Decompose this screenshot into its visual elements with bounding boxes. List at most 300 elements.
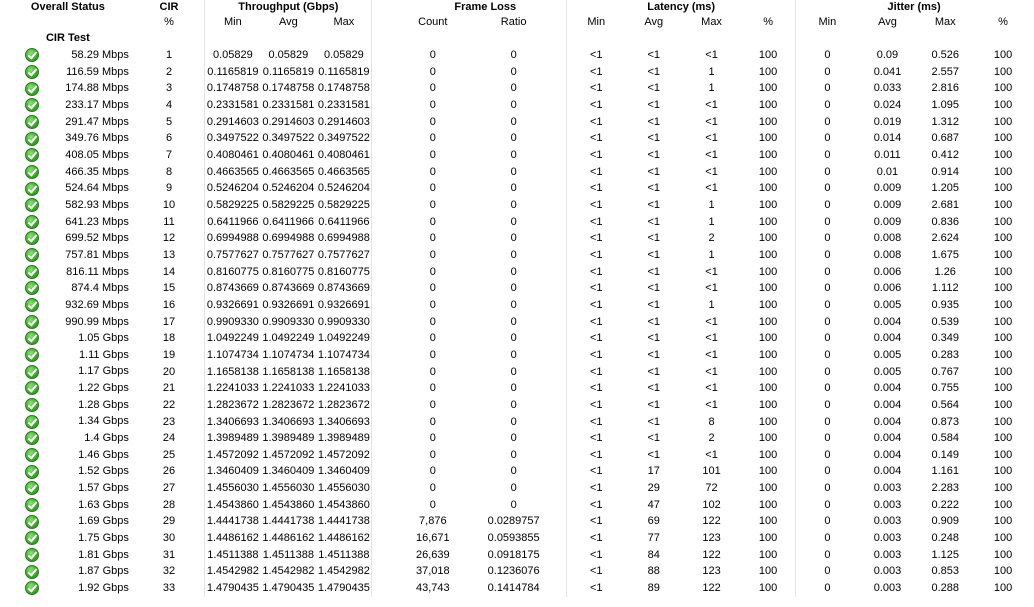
jitter-min-cell: 0 [796, 97, 859, 114]
latency-min-cell: <1 [567, 214, 626, 231]
latency-min-cell: <1 [567, 147, 626, 164]
spacer-cell [372, 497, 404, 514]
throughput-max-cell: 1.3406693 [317, 415, 370, 428]
cir-rate-label: 990.99 Mbps [65, 315, 129, 328]
frame-loss-ratio-cell: 0 [510, 265, 517, 278]
table-row [2, 347, 1032, 364]
status-cell [2, 580, 134, 597]
spacer-cell [372, 363, 404, 380]
latency-max-cell: 1 [708, 82, 715, 95]
latency-avg-cell: <1 [647, 382, 661, 395]
throughput-min-cell: 0.6994988 [205, 230, 261, 247]
jitter-pct-cell: 100 [993, 482, 1013, 495]
jitter-min-cell: 0 [796, 380, 859, 397]
spacer-cell [372, 413, 404, 430]
latency-pct-cell: 100 [758, 582, 778, 595]
jitter-max-cell: 0.935 [931, 298, 959, 311]
throughput-avg-cell: 1.2241033 [262, 382, 315, 395]
latency-max-cell: 123 [702, 532, 721, 545]
frame-loss-count-cell: 0 [429, 282, 436, 295]
latency-pct-cell: 100 [758, 515, 778, 528]
latency-max-cell: 102 [702, 498, 721, 511]
throughput-max-cell: 1.4543860 [317, 498, 370, 511]
jitter-max-cell: 0.836 [931, 215, 959, 228]
jitter-min-cell: 0 [796, 247, 859, 264]
spacer-cell [372, 164, 404, 181]
frame-loss-ratio-cell: 0 [510, 149, 517, 162]
throughput-max-cell: 0.6994988 [317, 232, 370, 245]
throughput-max-cell: 0.2914603 [317, 115, 370, 128]
spacer-cell [372, 80, 404, 97]
status-cell [2, 297, 134, 314]
jitter-max-cell: 1.312 [931, 115, 959, 128]
jitter-max-cell: 0.283 [931, 348, 959, 361]
status-cell [2, 47, 134, 64]
throughput-max-cell: 0.6411966 [318, 215, 370, 228]
frame-loss-ratio-cell: 0 [510, 215, 517, 228]
jitter-pct-cell: 100 [993, 182, 1013, 195]
status-cell [2, 380, 134, 397]
frame-loss-count-cell: 7,876 [419, 515, 447, 528]
jitter-max-cell: 0.687 [931, 132, 959, 145]
frame-loss-ratio-cell: 0 [510, 165, 517, 178]
throughput-avg-cell: 1.3460409 [262, 465, 315, 478]
spacer-cell [372, 97, 404, 114]
jitter-max-cell: 0.909 [931, 515, 959, 528]
latency-max-cell: <1 [705, 49, 718, 62]
jitter-min-cell: 0 [796, 47, 859, 64]
status-cell [2, 330, 134, 347]
jitter-avg-cell: 0.09 [876, 49, 899, 62]
jitter-min-cell: 0 [796, 130, 859, 147]
frame-loss-count-header: Count [418, 16, 448, 28]
latency-avg-cell: <1 [647, 432, 661, 445]
jitter-avg-cell: 0.003 [873, 498, 902, 511]
latency-min-cell: <1 [567, 264, 626, 281]
cir-rate-label: 641.23 Mbps [65, 215, 129, 228]
jitter-pct-cell: 100 [993, 515, 1013, 528]
cir-percent-cell: 17 [162, 315, 176, 328]
throughput-min-cell: 1.4543860 [205, 497, 261, 514]
cir-percent-cell: 30 [162, 532, 176, 545]
throughput-min-cell: 1.1074734 [205, 347, 261, 364]
frame-loss-count-cell: 16,671 [415, 532, 450, 545]
jitter-pct-cell: 100 [993, 65, 1013, 78]
frame-loss-count-cell: 0 [429, 49, 436, 62]
frame-loss-ratio-cell: 0 [510, 298, 517, 311]
throughput-min-header: Min [205, 14, 261, 30]
table-row [2, 563, 1032, 580]
latency-avg-cell: <1 [647, 332, 661, 345]
jitter-min-cell: 0 [796, 330, 859, 347]
frame-loss-ratio-cell: 0.1236076 [487, 565, 540, 578]
jitter-min-cell: 0 [796, 547, 859, 564]
latency-avg-cell: <1 [647, 165, 661, 178]
jitter-max-cell: 0.526 [931, 49, 959, 62]
frame-loss-count-cell: 0 [429, 498, 436, 511]
cir-percent-cell: 24 [162, 432, 176, 445]
spacer-cell [372, 330, 404, 347]
cir-percent-cell: 3 [165, 82, 173, 95]
table-row [2, 264, 1032, 281]
latency-max-cell: 2 [708, 232, 715, 245]
latency-min-cell: <1 [567, 47, 626, 64]
latency-avg-cell: <1 [647, 232, 661, 245]
check-circle-icon [25, 215, 39, 229]
latency-pct-cell: 100 [758, 398, 778, 411]
status-cell [2, 230, 134, 247]
check-circle-icon [25, 248, 39, 262]
latency-pct-cell: 100 [758, 165, 778, 178]
throughput-avg-cell: 0.05829 [268, 49, 309, 62]
cir-percent-cell: 32 [162, 565, 176, 578]
frame-loss-count-cell: 0 [429, 332, 436, 345]
cir-percent-cell: 22 [162, 398, 176, 411]
jitter-avg-cell: 0.004 [873, 398, 902, 411]
jitter-min-cell: 0 [796, 80, 859, 97]
check-circle-icon [25, 115, 39, 129]
latency-pct-cell: 100 [758, 315, 778, 328]
jitter-pct-cell: 100 [993, 365, 1013, 378]
check-circle-icon [25, 132, 39, 146]
jitter-max-cell: 0.914 [931, 165, 959, 178]
spacer-cell [372, 147, 404, 164]
spacer-cell [372, 114, 404, 131]
latency-max-cell: 101 [702, 465, 721, 478]
throughput-min-cell: 0.8743669 [205, 280, 261, 297]
latency-pct-cell: 100 [758, 532, 778, 545]
throughput-avg-cell: 1.3406693 [262, 415, 315, 428]
latency-avg-cell: <1 [647, 315, 661, 328]
frame-loss-count-cell: 0 [429, 248, 436, 261]
latency-max-cell: 1 [708, 198, 715, 211]
table-row [2, 363, 1032, 380]
latency-avg-cell: <1 [647, 448, 661, 461]
table-row [2, 497, 1032, 514]
jitter-pct-cell: 100 [993, 49, 1013, 62]
cir-rate-label: 1.46 Gbps [78, 448, 129, 461]
latency-min-cell: <1 [567, 447, 626, 464]
latency-avg-cell: 47 [647, 498, 660, 511]
latency-pct-cell: 100 [758, 548, 778, 561]
latency-avg-cell: 89 [647, 582, 660, 595]
status-cell [2, 513, 134, 530]
throughput-max-header: Max [333, 16, 355, 28]
latency-avg-cell: <1 [647, 149, 661, 162]
throughput-max-cell: 1.0492249 [317, 332, 370, 345]
frame-loss-ratio-cell: 0 [510, 465, 517, 478]
frame-loss-ratio-cell: 0 [510, 248, 517, 261]
jitter-max-cell: 0.288 [931, 582, 959, 595]
status-cell [2, 363, 134, 380]
throughput-max-cell: 1.4542982 [317, 565, 370, 578]
latency-min-cell: <1 [567, 563, 626, 580]
frame-loss-count-cell: 0 [429, 82, 436, 95]
throughput-max-cell: 1.4441738 [317, 515, 370, 528]
jitter-min-cell: 0 [796, 397, 859, 414]
jitter-max-cell: 0.564 [931, 398, 959, 411]
throughput-avg-cell: 1.4556030 [262, 482, 315, 495]
frame-loss-count-cell: 0 [429, 448, 436, 461]
latency-min-cell: <1 [567, 513, 626, 530]
header-row-sub [2, 14, 1032, 30]
frame-loss-ratio-cell: 0 [510, 198, 517, 211]
jitter-max-cell: 2.557 [931, 65, 959, 78]
latency-max-cell: 122 [702, 548, 721, 561]
check-circle-icon [25, 581, 39, 595]
check-circle-icon [25, 465, 39, 479]
jitter-avg-cell: 0.005 [873, 348, 902, 361]
spacer-cell [372, 347, 404, 364]
table-row [2, 314, 1032, 331]
latency-pct-cell: 100 [758, 99, 778, 112]
latency-max-header: Max [701, 16, 722, 28]
latency-pct-cell: 100 [758, 215, 778, 228]
status-cell [2, 530, 134, 547]
frame-loss-ratio-cell: 0 [510, 99, 517, 112]
jitter-pct-cell: 100 [993, 282, 1013, 295]
spacer-cell [372, 513, 404, 530]
status-cell [2, 147, 134, 164]
jitter-min-cell: 0 [796, 413, 859, 430]
cir-percent-cell: 14 [162, 265, 176, 278]
throughput-min-cell: 1.4486162 [205, 530, 261, 547]
latency-min-header: Min [567, 14, 626, 30]
latency-avg-cell: <1 [647, 99, 661, 112]
frame-loss-ratio-cell: 0 [510, 348, 517, 361]
jitter-avg-cell: 0.006 [873, 282, 902, 295]
throughput-avg-cell: 0.7577627 [262, 248, 315, 261]
jitter-max-cell: 0.767 [931, 365, 959, 378]
latency-pct-cell: 100 [758, 415, 778, 428]
cir-rate-label: 1.75 Gbps [78, 532, 129, 545]
jitter-min-cell: 0 [796, 64, 859, 81]
status-cell [2, 80, 134, 97]
table-row [2, 147, 1032, 164]
jitter-pct-cell: 100 [993, 498, 1013, 511]
latency-pct-cell: 100 [758, 65, 778, 78]
latency-avg-cell: <1 [647, 365, 661, 378]
jitter-max-cell: 0.755 [931, 382, 959, 395]
latency-min-cell: <1 [567, 64, 626, 81]
throughput-max-cell: 0.2331581 [317, 99, 370, 112]
throughput-avg-cell: 1.4511388 [262, 548, 314, 561]
check-circle-icon [25, 381, 39, 395]
jitter-avg-cell: 0.019 [873, 115, 902, 128]
cir-rate-label: 466.35 Mbps [65, 165, 129, 178]
status-cell [2, 114, 134, 131]
jitter-pct-cell: 100 [993, 232, 1013, 245]
table-row [2, 280, 1032, 297]
latency-min-cell: <1 [567, 297, 626, 314]
jitter-min-header: Min [796, 14, 859, 30]
throughput-avg-cell: 1.1074734 [262, 348, 315, 361]
latency-avg-cell: 17 [647, 465, 660, 478]
throughput-avg-cell: 1.4542982 [262, 565, 315, 578]
throughput-avg-cell: 0.1748758 [262, 82, 315, 95]
group-row [2, 30, 1032, 47]
jitter-avg-cell: 0.003 [873, 482, 902, 495]
cir-rate-label: 699.52 Mbps [65, 232, 129, 245]
cir-percent-cell: 25 [162, 448, 176, 461]
latency-max-cell: <1 [705, 348, 718, 361]
cir-rate-label: 174.88 Mbps [65, 82, 129, 95]
latency-max-cell: 1 [708, 215, 715, 228]
table-row [2, 513, 1032, 530]
frame-loss-ratio-cell: 0 [510, 432, 517, 445]
latency-min-cell: <1 [567, 180, 626, 197]
latency-min-cell: <1 [567, 580, 626, 597]
cir-rate-label: 1.81 Gbps [78, 548, 129, 561]
frame-loss-count-cell: 0 [429, 198, 436, 211]
status-cell [2, 164, 134, 181]
spacer-cell [372, 230, 404, 247]
jitter-pct-cell: 100 [993, 149, 1013, 162]
spacer-cell [372, 463, 404, 480]
jitter-pct-cell: 100 [993, 248, 1013, 261]
jitter-avg-cell: 0.005 [873, 365, 902, 378]
throughput-min-cell: 0.3497522 [205, 130, 261, 147]
status-cell [2, 347, 134, 364]
spacer-cell [372, 397, 404, 414]
latency-avg-cell: 29 [647, 482, 660, 495]
latency-min-cell: <1 [567, 330, 626, 347]
jitter-avg-cell: 0.01 [876, 165, 899, 178]
latency-pct-cell: 100 [758, 132, 778, 145]
status-cell [2, 480, 134, 497]
latency-pct-cell: 100 [758, 198, 778, 211]
latency-min-cell: <1 [567, 230, 626, 247]
cir-percent-cell: 33 [162, 582, 176, 595]
cir-percent-cell: 10 [162, 198, 176, 211]
throughput-min-cell: 1.4542982 [205, 563, 261, 580]
latency-min-cell: <1 [567, 430, 626, 447]
frame-loss-count-cell: 0 [429, 482, 436, 495]
latency-pct-cell: 100 [758, 49, 778, 62]
spacer-cell [372, 130, 404, 147]
frame-loss-ratio-cell: 0 [510, 132, 517, 145]
table-row [2, 180, 1032, 197]
throughput-avg-cell: 1.4441738 [262, 515, 315, 528]
frame-loss-ratio-cell: 0 [510, 498, 517, 511]
throughput-max-cell: 1.1074734 [317, 348, 370, 361]
spacer-cell [372, 47, 404, 64]
check-circle-icon [25, 231, 39, 245]
cir-rate-label: 349.76 Mbps [65, 132, 129, 145]
jitter-avg-cell: 0.004 [873, 332, 902, 345]
jitter-avg-cell: 0.009 [873, 215, 902, 228]
jitter-avg-cell: 0.041 [873, 65, 902, 78]
throughput-avg-cell: 0.6411966 [262, 215, 314, 228]
spacer-cell [372, 563, 404, 580]
latency-min-cell: <1 [567, 80, 626, 97]
cir-percent-cell: 1 [165, 49, 173, 62]
check-circle-icon [25, 365, 39, 379]
check-circle-icon [25, 315, 39, 329]
cir-percent-cell: 5 [165, 115, 173, 128]
cir-percent-cell: 12 [162, 232, 176, 245]
cir-rate-label: 1.4 Gbps [84, 432, 129, 445]
jitter-pct-cell: 100 [993, 382, 1013, 395]
latency-avg-cell: <1 [647, 265, 661, 278]
status-cell [2, 563, 134, 580]
throughput-max-cell: 0.8743669 [317, 282, 370, 295]
jitter-min-cell: 0 [796, 480, 859, 497]
jitter-max-cell: 2.816 [931, 82, 959, 95]
throughput-avg-cell: 1.3989489 [262, 432, 315, 445]
jitter-pct-cell: 100 [993, 165, 1013, 178]
table-row [2, 230, 1032, 247]
frame-loss-count-cell: 0 [429, 215, 436, 228]
latency-max-cell: 122 [702, 582, 721, 595]
cir-rate-label: 1.34 Gbps [78, 415, 129, 428]
jitter-pct-cell: 100 [993, 198, 1013, 211]
frame-loss-ratio-cell: 0.0289757 [487, 515, 540, 528]
spacer-cell [372, 64, 404, 81]
status-cell [2, 64, 134, 81]
cir-rate-label: 116.59 Mbps [66, 65, 129, 78]
jitter-pct-cell: 100 [993, 548, 1013, 561]
table-row [2, 247, 1032, 264]
check-circle-icon [25, 281, 39, 295]
throughput-min-cell: 1.4790435 [205, 580, 261, 597]
table-row [2, 197, 1032, 214]
throughput-avg-cell: 1.0492249 [262, 332, 315, 345]
throughput-min-cell: 0.1165819 [205, 64, 261, 81]
status-cell [2, 130, 134, 147]
cir-rate-label: 1.28 Gbps [78, 398, 129, 411]
latency-min-cell: <1 [567, 397, 626, 414]
cir-rate-label: 1.87 Gbps [78, 565, 129, 578]
frame-loss-ratio-cell: 0 [510, 49, 517, 62]
check-circle-icon [25, 431, 39, 445]
latency-avg-header: Avg [644, 16, 664, 28]
spacer-cell [372, 530, 404, 547]
jitter-min-cell: 0 [796, 164, 859, 181]
jitter-pct-cell: 100 [993, 465, 1013, 478]
frame-loss-ratio-cell: 0 [510, 115, 517, 128]
latency-max-cell: <1 [705, 115, 718, 128]
frame-loss-ratio-header: Ratio [500, 16, 527, 28]
cir-rate-label: 757.81 Mbps [65, 248, 129, 261]
jitter-avg-cell: 0.003 [873, 515, 902, 528]
latency-min-cell: <1 [567, 114, 626, 131]
jitter-avg-cell: 0.033 [873, 82, 902, 95]
cir-percent-cell: 11 [163, 215, 175, 228]
jitter-avg-cell: 0.009 [873, 198, 902, 211]
jitter-avg-cell: 0.011 [874, 149, 901, 162]
cir-percent-cell: 18 [162, 332, 176, 345]
jitter-avg-cell: 0.003 [873, 548, 902, 561]
jitter-max-cell: 0.873 [931, 415, 959, 428]
jitter-header: Jitter (ms) [796, 0, 1032, 14]
jitter-avg-cell: 0.004 [873, 465, 902, 478]
jitter-max-cell: 2.624 [931, 232, 959, 245]
frame-loss-ratio-cell: 0 [510, 365, 517, 378]
latency-min-cell: <1 [567, 164, 626, 181]
throughput-min-cell: 0.8160775 [205, 264, 261, 281]
throughput-min-cell: 1.4572092 [205, 447, 261, 464]
table-row [2, 164, 1032, 181]
jitter-min-cell: 0 [796, 347, 859, 364]
frame-loss-count-cell: 0 [429, 398, 436, 411]
check-circle-icon [25, 265, 39, 279]
latency-min-cell: <1 [567, 130, 626, 147]
frame-loss-count-cell: 0 [429, 315, 436, 328]
jitter-max-cell: 1.125 [931, 548, 959, 561]
cir-percent-cell: 23 [162, 415, 176, 428]
jitter-min-cell: 0 [796, 280, 859, 297]
